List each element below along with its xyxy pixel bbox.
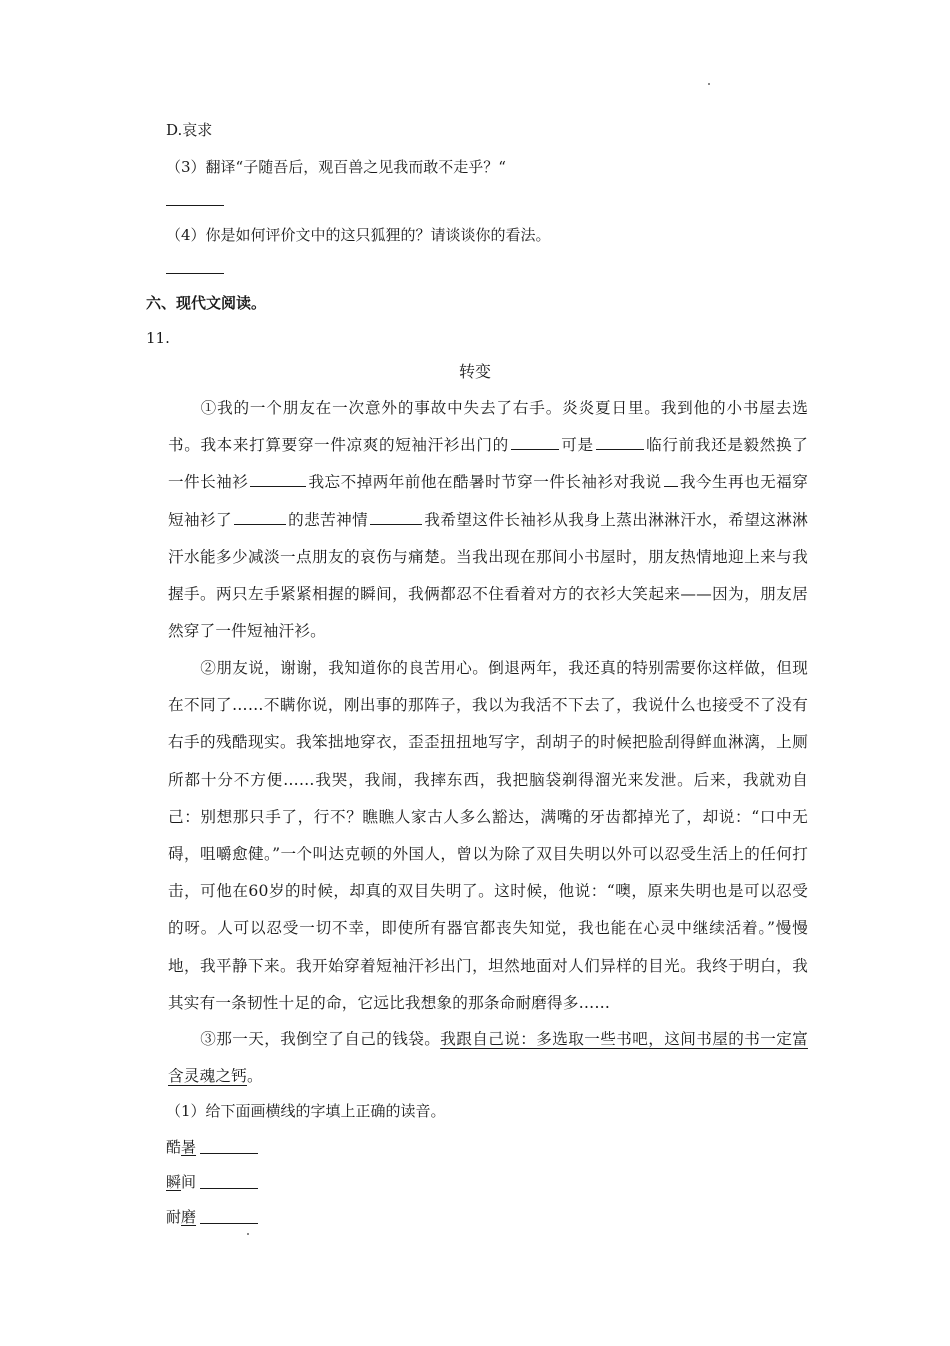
answer-blank-10-4[interactable] xyxy=(166,273,224,274)
section-heading: 六、现代文阅读。 xyxy=(146,294,267,312)
option-d: D.哀求 xyxy=(166,121,213,139)
question-10-4: （4）你是如何评价文中的这只狐狸的？请谈谈你的看法。 xyxy=(166,226,551,244)
blank-5[interactable] xyxy=(234,508,286,525)
question-10-3: （3）翻译“子随吾后，观百兽之见我而敢不走乎？“ xyxy=(166,158,506,176)
footer-mark xyxy=(247,1233,249,1235)
word-3: 耐磨 xyxy=(166,1208,197,1226)
underlined-sentence: 我跟自己说：多选取一些书吧，这间书屋的书一定富含灵魂之钙 xyxy=(168,1030,808,1086)
paragraph-2: ②朋友说，谢谢，我知道你的良苦用心。倒退两年，我还真的特别需要你这样做，但现在不同了……不瞒你说，刚出事的那阵子，我以为我活不下去了，我说什么也接受不了没有右手的残酷现实。我笨拙地穿衣，歪歪扭扭地写字，刮胡子的时候把脸刮得鲜血淋漓，上厕所都十分不方便……我哭，我闹，我摔东西，我把脑袋剃得溜光来发泄。后来，我就劝自己：别想那只手了，行不？瞧瞧人家古人多么豁达，满嘴的牙齿都掉光了，却说：“口中无碍，咀嚼愈健。”一个叫达克顿的外国人，曾以为除了双目失明以外可以忍受生活上的任何打击，可他在60岁的时候，却真的双目失明了。这时候，他说：“噢，原来失明也是可以忍受的呀。人可以忍受一切不幸，即使所有器官都丧失知觉，我也能在心灵中继续活着。”慢慢地，我平静下来。我开始穿着短袖汗衫出门，坦然地面对人们异样的目光。我终于明白，我其实有一条韧性十足的命，它远比我想象的那条命耐磨得多…… xyxy=(168,659,808,1012)
corner-mark xyxy=(708,83,710,85)
answer-blank-10-3[interactable] xyxy=(166,205,224,206)
blank-3[interactable] xyxy=(250,470,306,487)
word-1: 酷暑 xyxy=(166,1138,197,1156)
question-number: 11. xyxy=(146,329,170,347)
question-11-1: （1）给下面画横线的字填上正确的读音。 xyxy=(166,1102,446,1120)
paragraph-1: ①我的一个朋友在一次意外的事故中失去了右手。炎炎夏日里。我到他的小书屋去选书。我本来打算要穿一件凉爽的短袖汗衫出门的 可是 临行前我还是毅然换了一件长袖衫 我忘不掉两年前他在酷暑时节穿一件长袖衫对我说 我今生再也无福穿短袖衫了 的悲苦神情 我希望这件长袖衫从我身上蒸出淋淋汗水，希望这淋淋汗水能多少减淡一点朋友的哀伤与痛楚。当我出现在那间小书屋时，朋友热情地迎上来与我握手。两只左手紧紧相握的瞬间，我俩都忍不住看着对方的衣衫大笑起来——因为，朋友居然穿了一件短袖汗衫。 xyxy=(168,399,809,641)
word-3-blank[interactable] xyxy=(200,1223,258,1224)
blank-4[interactable] xyxy=(664,470,678,487)
passage-title: 转变 xyxy=(458,362,491,381)
word-2: 瞬间 xyxy=(166,1173,197,1191)
word-2-blank[interactable] xyxy=(200,1188,258,1189)
blank-6[interactable] xyxy=(370,508,422,525)
blank-2[interactable] xyxy=(596,433,644,450)
paragraph-3: ③那一天，我倒空了自己的钱袋。我跟自己说：多选取一些书吧，这间书屋的书一定富含灵魂之钙。 xyxy=(168,1030,808,1086)
word-1-blank[interactable] xyxy=(200,1153,258,1154)
blank-1[interactable] xyxy=(511,433,559,450)
